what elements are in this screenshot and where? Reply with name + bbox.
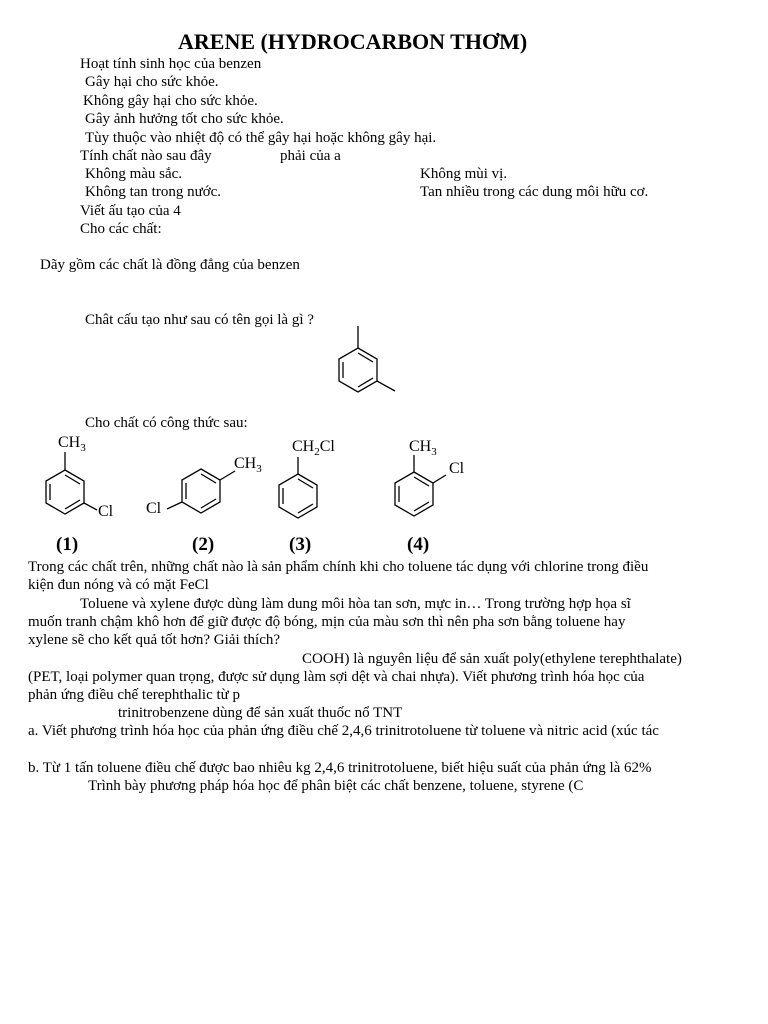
struct-number-3: (3) bbox=[289, 534, 312, 555]
text-line: Tính chất nào sau đây bbox=[80, 148, 212, 164]
struct2-cl-label: Cl bbox=[146, 500, 162, 517]
text-line: b. Từ 1 tấn toluene điều chế được bao nhiêu kg 2,4,6 trinitrotoluene, biết hiệu suất của phản ứng là 62% bbox=[28, 760, 652, 776]
text-line: Trình bày phương pháp hóa học để phân biệt các chất benzene, toluene, styrene (C bbox=[88, 778, 584, 794]
struct2-ch3-label: $CH_3$ bbox=[234, 455, 262, 475]
text-line: Không tan trong nước. bbox=[85, 184, 222, 200]
text-line: COOH) là nguyên liệu để sản xuất poly(ethylene terephthalate) bbox=[302, 651, 682, 667]
struct3-ch2cl-label: $CH_2Cl$ bbox=[292, 438, 335, 458]
text-line: phải của a bbox=[280, 148, 341, 164]
text-line: Chât cấu tạo như sau có tên gọi là gì ? bbox=[85, 312, 314, 328]
text-line: xylene sẽ cho kết quả tốt hơn? Giải thích? bbox=[28, 632, 281, 648]
text-line: a. Viết phương trình hóa học của phản ứng điều chế 2,4,6 trinitrotoluene từ toluene và nitric acid (xúc tác bbox=[28, 723, 659, 739]
struct-number-4: (4) bbox=[407, 534, 430, 555]
struct-number-2: (2) bbox=[192, 534, 215, 555]
struct-number-1: (1) bbox=[56, 534, 79, 555]
text-line: muốn tranh chậm khô hơn để giữ được độ bóng, mịn của màu sơn thì nên pha sơn bằng toluene hay bbox=[28, 614, 626, 630]
text-line: Cho các chất: bbox=[80, 221, 162, 237]
text-line: Tùy thuộc vào nhiệt độ có thể gây hại hoặc không gây hại. bbox=[85, 130, 437, 146]
text-line: Viết ấu tạo của 4 bbox=[80, 203, 181, 219]
struct4-ch3-label: $CH_3$ bbox=[409, 438, 437, 458]
page-title: ARENE (HYDROCARBON THƠM) bbox=[178, 29, 528, 54]
text-line: (PET, loại polymer quan trọng, được sử dụng làm sợi dệt và chai nhựa). Viết phương trình hóa học của bbox=[28, 669, 645, 685]
text-line: Gây hại cho sức khỏe. bbox=[85, 74, 219, 90]
text-line: Gây ảnh hưởng tốt cho sức khỏe. bbox=[85, 111, 284, 127]
struct1-cl-label: Cl bbox=[98, 503, 114, 520]
text-line: Dãy gồm các chất là đồng đẳng của benzen bbox=[40, 257, 300, 273]
struct4-cl-label: Cl bbox=[449, 460, 465, 477]
text-line: Tan nhiều trong các dung môi hữu cơ. bbox=[420, 184, 649, 200]
text-line: Không gây hại cho sức khỏe. bbox=[83, 93, 258, 109]
text-line: Hoạt tính sinh học của benzen bbox=[80, 56, 262, 72]
text-line: Cho chất có công thức sau: bbox=[85, 415, 248, 431]
text-line: Không mùi vị. bbox=[420, 166, 508, 182]
text-line: trinitrobenzene dùng để sản xuất thuốc nổ TNT bbox=[118, 705, 403, 721]
text-line: phản ứng điều chế terephthalic từ p bbox=[28, 687, 241, 703]
struct1-ch3-label: $CH_3$ bbox=[58, 434, 86, 454]
text-line: Không màu sắc. bbox=[85, 166, 183, 182]
text-line: kiện đun nóng và có mặt FeCl bbox=[28, 577, 209, 593]
text-line: Trong các chất trên, những chất nào là sản phẩm chính khi cho toluene tác dụng với chlorine trong điều bbox=[28, 559, 649, 575]
text-line: Toluene và xylene được dùng làm dung môi hòa tan sơn, mực in… Trong trường hợp họa sĩ bbox=[80, 596, 631, 612]
